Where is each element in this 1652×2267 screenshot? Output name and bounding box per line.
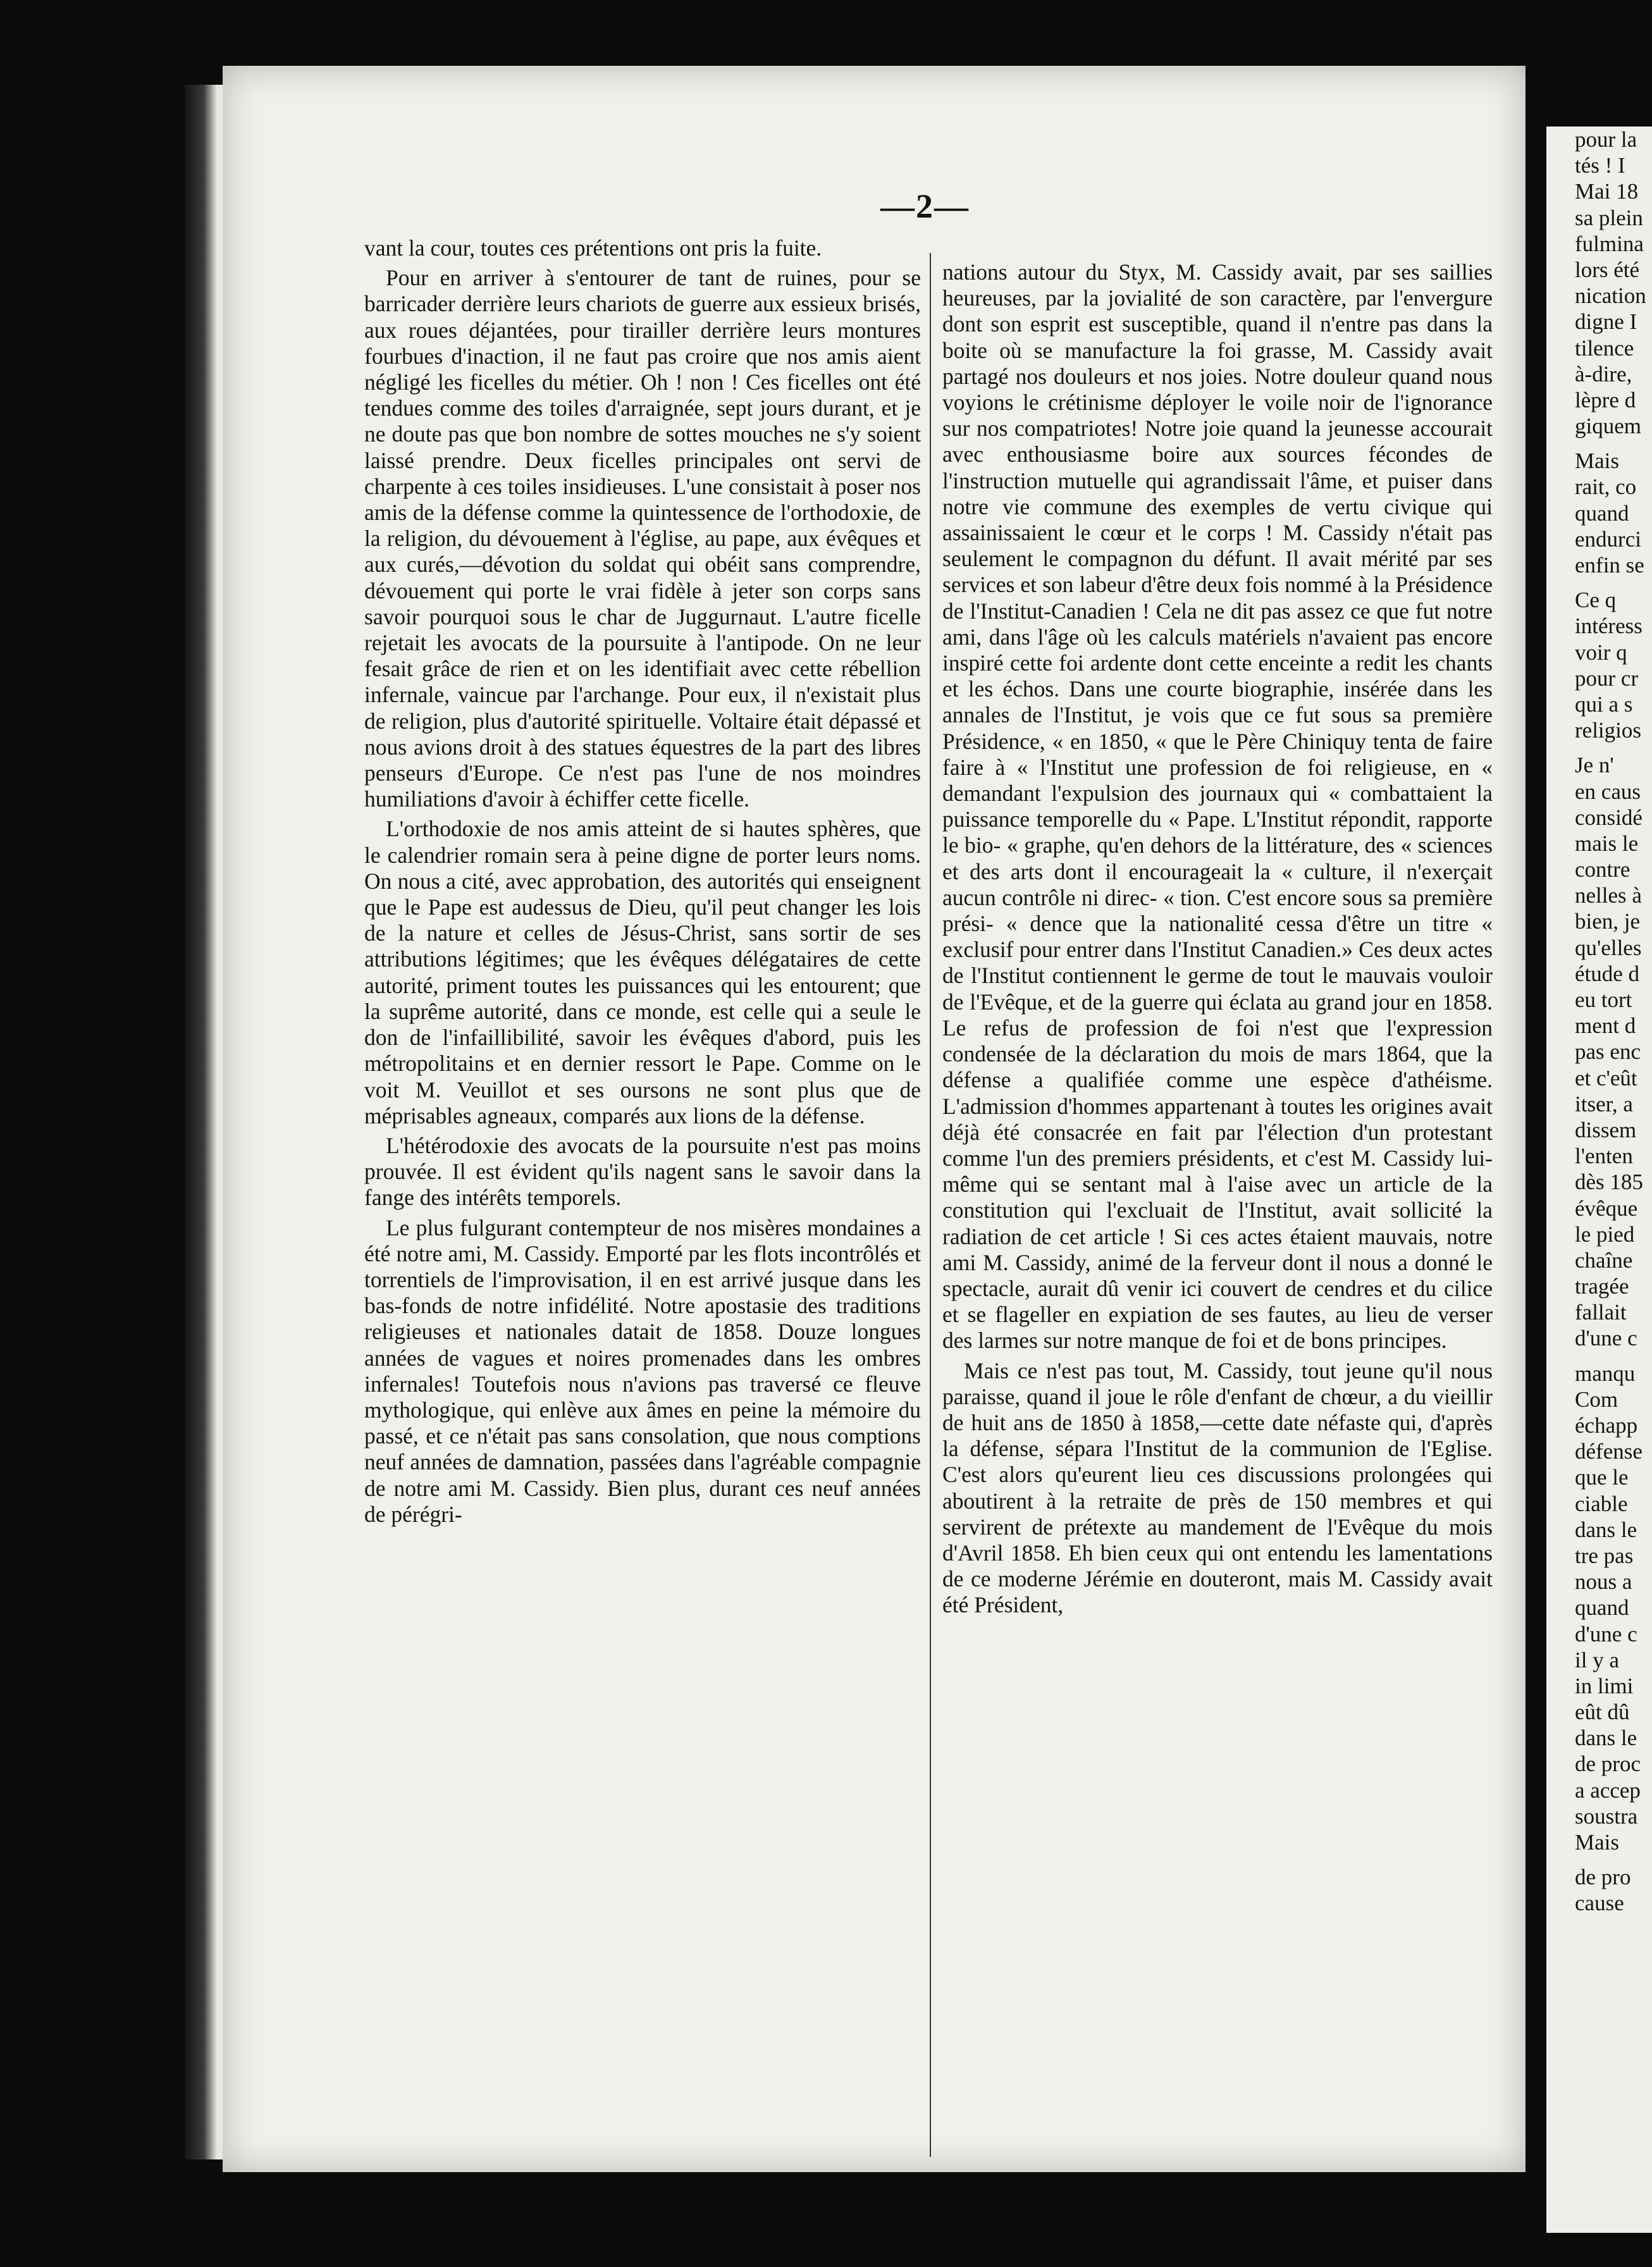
adjacent-page-line: de pro	[1575, 1865, 1631, 1890]
adjacent-page-line: religios	[1575, 718, 1641, 743]
adjacent-page-fragment	[1546, 127, 1652, 2233]
paragraph: Pour en arriver à s'entourer de tant de ruines, pour se barricader derrière leurs chariots de guerre aux essieux brisés, aux roues déjantées, pour tirailler derrière leurs montures fourbues d'inaction, il ne faut pas croire que nos amis aient négligé les ficelles du métier. Oh ! non ! Ces ficelles ont été tendues comme des toiles d'arraignée, sept jours durant, et je ne doute pas que bon nombre de sottes mouches ne s'y soient laissé prendre. Deux ficelles principales ont servi de charpente à ces toiles insidieuses. L'une consistait à poser nos amis de la défense comme la quintessence de l'orthodoxie, de la religion, du dévouement à l'église, au pape, aux évêques et aux curés,—dévotion du soldat qui obéit sans comprendre, dévouement qui porte le vrai fidèle à jeter son corps sans savoir pourquoi sous le char de Juggurnaut. L'autre ficelle rejetait les avocats de la poursuite à l'antipode. On ne leur fesait grâce de rien et on les identifiait avec cette rébellion infernale, vaincue par l'archange. Pour eux, il n'existait plus de religion, plus d'autorité spirituelle. Voltaire était dépassé et nous avions droit à des statues équestres de la part des libres penseurs d'Europe. Ce n'est pas l'une de nos moindres humiliations d'avoir à échiffer cette ficelle.	[364, 265, 921, 812]
adjacent-page-line: mais le	[1575, 831, 1639, 856]
column-divider	[930, 253, 931, 2157]
right-column	[942, 259, 1493, 1619]
adjacent-page-line: de proc	[1575, 1751, 1641, 1777]
adjacent-page-line: tragée	[1575, 1274, 1629, 1299]
adjacent-page-line: intéress	[1575, 614, 1643, 639]
adjacent-page-line: manqu	[1575, 1361, 1636, 1386]
adjacent-page-line: dans le	[1575, 1517, 1637, 1542]
adjacent-page-line: Mais	[1575, 448, 1619, 474]
adjacent-page-line: et c'eût	[1575, 1065, 1637, 1090]
adjacent-page-line: voir q	[1575, 639, 1627, 665]
adjacent-page-line: eût dû	[1575, 1700, 1630, 1725]
adjacent-page-line: quand	[1575, 500, 1629, 526]
adjacent-page-line: lèpre d	[1575, 387, 1636, 412]
paragraph: L'orthodoxie de nos amis atteint de si hautes sphères, que le calendrier romain sera à peine digne de porter leurs noms. On nous a cité, avec approbation, des autorités qui enseignent que le Pape est audessus de Dieu, qu'il peut changer les lois de la nature et celles de Jésus-Christ, sans sortir de ses attributions légitimes; que les évêques délégataires de cette autorité, priment toutes les puissances qui les entourent; que la suprême autorité, dans ce monde, est celle qui a seule le don de l'infaillibilité, savoir les évêques d'abord, puis les métropolitains et en dernier ressort le Pape. Comme on le voit M. Veuillot et ses oursons ne sont plus que de méprisables agneaux, comparés aux lions de la défense.	[364, 816, 921, 1128]
adjacent-page-line: tilence	[1575, 335, 1634, 361]
adjacent-page-line: en caus	[1575, 779, 1641, 804]
adjacent-page-line: endurci	[1575, 526, 1641, 552]
adjacent-page-line: il y a	[1575, 1647, 1619, 1672]
adjacent-page-line: cause	[1575, 1891, 1624, 1916]
adjacent-page-line: nelles à	[1575, 883, 1642, 908]
left-column	[364, 235, 921, 1528]
adjacent-page-line: à-dire,	[1575, 361, 1632, 386]
adjacent-page-lines	[1546, 127, 1652, 1917]
paragraph: L'hétérodoxie des avocats de la poursuite n'est pas moins prouvée. Il est évident qu'ils nagent sans le savoir dans la fange des intérêts temporels.	[364, 1132, 921, 1211]
adjacent-page-line: sa plein	[1575, 205, 1643, 230]
paragraph: vant la cour, toutes ces prétentions ont pris la fuite.	[364, 235, 822, 261]
page-number: —2—	[880, 187, 970, 225]
paragraph: Le plus fulgurant contempteur de nos misères mondaines a été notre ami, M. Cassidy. Emporté par les flots incontrôlés et torrentiels de l'improvisation, il en est arrivé jusque dans les bas-fonds de notre infidélité. Notre apostasie des traditions religieuses et nationales datait de 1858. Douze longues années de vagues et noires promenades dans les ombres infernales! Toutefois nous n'avions pas traversé ce fleuve mythologique, qui enlève aux âmes en peine la mémoire du passé, et ce n'était pas sans consolation, que nous comptions neuf années de damnation, passées dans l'agréable compagnie de notre ami M. Cassidy. Bien plus, durant ces neuf années de pérégri-	[364, 1214, 921, 1527]
adjacent-page-line: échapp	[1575, 1413, 1638, 1438]
adjacent-page-line: in limi	[1575, 1673, 1634, 1698]
adjacent-page-line: dissem	[1575, 1117, 1637, 1142]
adjacent-page-line: étude d	[1575, 961, 1640, 986]
adjacent-page-line: d'une c	[1575, 1326, 1637, 1351]
adjacent-page-line: pas enc	[1575, 1039, 1641, 1065]
adjacent-page-line: tre pas	[1575, 1543, 1634, 1568]
adjacent-page-line: Mais	[1575, 1830, 1619, 1855]
adjacent-page-line: défense	[1575, 1439, 1643, 1464]
adjacent-page-line: Je n'	[1575, 753, 1614, 778]
adjacent-page-line: que le	[1575, 1465, 1629, 1490]
adjacent-page-line: Mai 18	[1575, 179, 1639, 204]
adjacent-page-line: dès 185	[1575, 1170, 1643, 1195]
adjacent-page-line: nous a	[1575, 1569, 1632, 1595]
adjacent-page-line: pour cr	[1575, 665, 1639, 691]
adjacent-page-line: quand	[1575, 1595, 1629, 1621]
adjacent-page-line: rait, co	[1575, 474, 1637, 500]
adjacent-page-line: chaîne	[1575, 1247, 1633, 1273]
paragraph: nations autour du Styx, M. Cassidy avait, par ses saillies heureuses, par la jovialité de son caractère, par l'envergure dont son esprit est susceptible, quand il n'entre pas dans la boite où se manufacture la foi grasse, M. Cassidy avait partagé nos douleurs et nos joies. Notre douleur quand nous voyions le crétinisme déployer le voile noir de l'ignorance sur nos compatriotes! Notre joie quand la jeunesse accourait avec enthousiasme boire aux sources fécondes de l'instruction mutuelle qui agrandissait l'âme, et puiser dans notre vie commune des exemples de vertu civique qui assainissaient le cœur et le corps ! M. Cassidy n'était pas seulement le compagnon du défunt. Il avait mérité par ses services et son labeur d'être deux fois nommé à la Présidence de l'Institut-Canadien ! Cela ne dit pas assez ce que fut notre ami, dans l'âge où les calculs matériels n'avaient pas encore inspiré cette foi ardente dont cette enceinte a redit les chants et les échos. Dans une courte biographie, insérée dans les annales de l'Institut, je vois que ce fut sous sa première Présidence, « en 1850, « que le Père Chiniquy tenta de faire faire à « l'Institut une profession de foi religieuse, en « demandant l'expulsion des journaux qui « combattaient la puissance temporelle du « Pape. L'Institut répondit, rapporte le bio- « graphe, qu'en dehors de la littérature, des « sciences et des arts dont il encourageait la « culture, il n'exerçait aucun contrôle ni direc- « tion. C'est encore sous sa première prési- « dence que la nationalité cessa d'être un titre « exclusif pour entrer dans l'Institut Canadien.» Ces deux actes de l'Institut contiennent le germe de tout le mauvais vouloir de l'Evêque, et de la guerre qui éclata au grand jour en 1858. Le refus de profession de foi n'est que l'expression condensée de la déclaration du mois de mars 1864, que la défense a qualifiée comme une espèce d'athéisme. L'admission d'hommes appartenant à toutes les origines avait déjà été consacrée en fait par l'élection d'un protestant comme l'un des premiers présidents, et c'est M. Cassidy lui-même qui se sentant mal à l'aise avec un article de la constitution qui l'excluait de l'Institut, avait sollicité la radiation de cet article ! Si ces actes étaient mauvais, notre ami M. Cassidy, animé de la ferveur dont il nous a donné le spectacle, aurait dû venir ici couvert de cendres et du cilice et se flageller en expiation de ses fautes, au lieu de verser des larmes sur notre manque de foi et de bons principes.	[942, 259, 1493, 1354]
adjacent-page-line: a accep	[1575, 1777, 1641, 1803]
adjacent-page-line: d'une c	[1575, 1621, 1637, 1646]
adjacent-page-line: l'enten	[1575, 1144, 1633, 1169]
adjacent-page-line: qu'elles	[1575, 935, 1642, 960]
adjacent-page-line: qui a s	[1575, 691, 1633, 717]
adjacent-page-line: considé	[1575, 805, 1643, 830]
adjacent-page-line: eu tort	[1575, 987, 1632, 1012]
adjacent-page-line: itser, a	[1575, 1091, 1633, 1116]
adjacent-page-line: contre	[1575, 857, 1630, 882]
adjacent-page-line: giquem	[1575, 414, 1641, 439]
adjacent-page-line: Ce q	[1575, 588, 1617, 613]
adjacent-page-line: digne I	[1575, 309, 1637, 335]
adjacent-page-line: fulmina	[1575, 231, 1644, 256]
adjacent-page-line: lors été	[1575, 257, 1640, 282]
adjacent-page-line: évêque	[1575, 1195, 1638, 1221]
adjacent-page-line: fallait	[1575, 1300, 1627, 1325]
adjacent-page-line: ciable	[1575, 1491, 1628, 1516]
paragraph: Mais ce n'est pas tout, M. Cassidy, tout jeune qu'il nous paraisse, quand il joue le rôle d'enfant de chœur, a du vieillir de huit ans de 1850 à 1858,—cette date néfaste qui, d'après la défense, sépara l'Institut de la communion de l'Eglise. C'est alors qu'eurent lieu ces discussions prolongées qui aboutirent à la retraite de près de 150 membres et qui servirent de prétexte au mandement de l'Evêque du mois d'Avril 1858. Eh bien ceux qui ont entendu les lamentations de ce moderne Jérémie en douteront, mais M. Cassidy avait été Président,	[942, 1357, 1493, 1618]
adjacent-page-line: soustra	[1575, 1803, 1638, 1829]
adjacent-page-line: enfin se	[1575, 553, 1644, 578]
adjacent-page-line: ment d	[1575, 1013, 1636, 1039]
adjacent-page-line: pour la	[1575, 127, 1637, 152]
adjacent-page-line: tés ! I	[1575, 153, 1625, 178]
adjacent-page-line: dans le	[1575, 1726, 1637, 1751]
adjacent-page-line: nication	[1575, 283, 1646, 309]
adjacent-page-line: bien, je	[1575, 909, 1641, 934]
adjacent-page-line: le pied	[1575, 1221, 1635, 1247]
adjacent-page-line: Com	[1575, 1387, 1618, 1412]
